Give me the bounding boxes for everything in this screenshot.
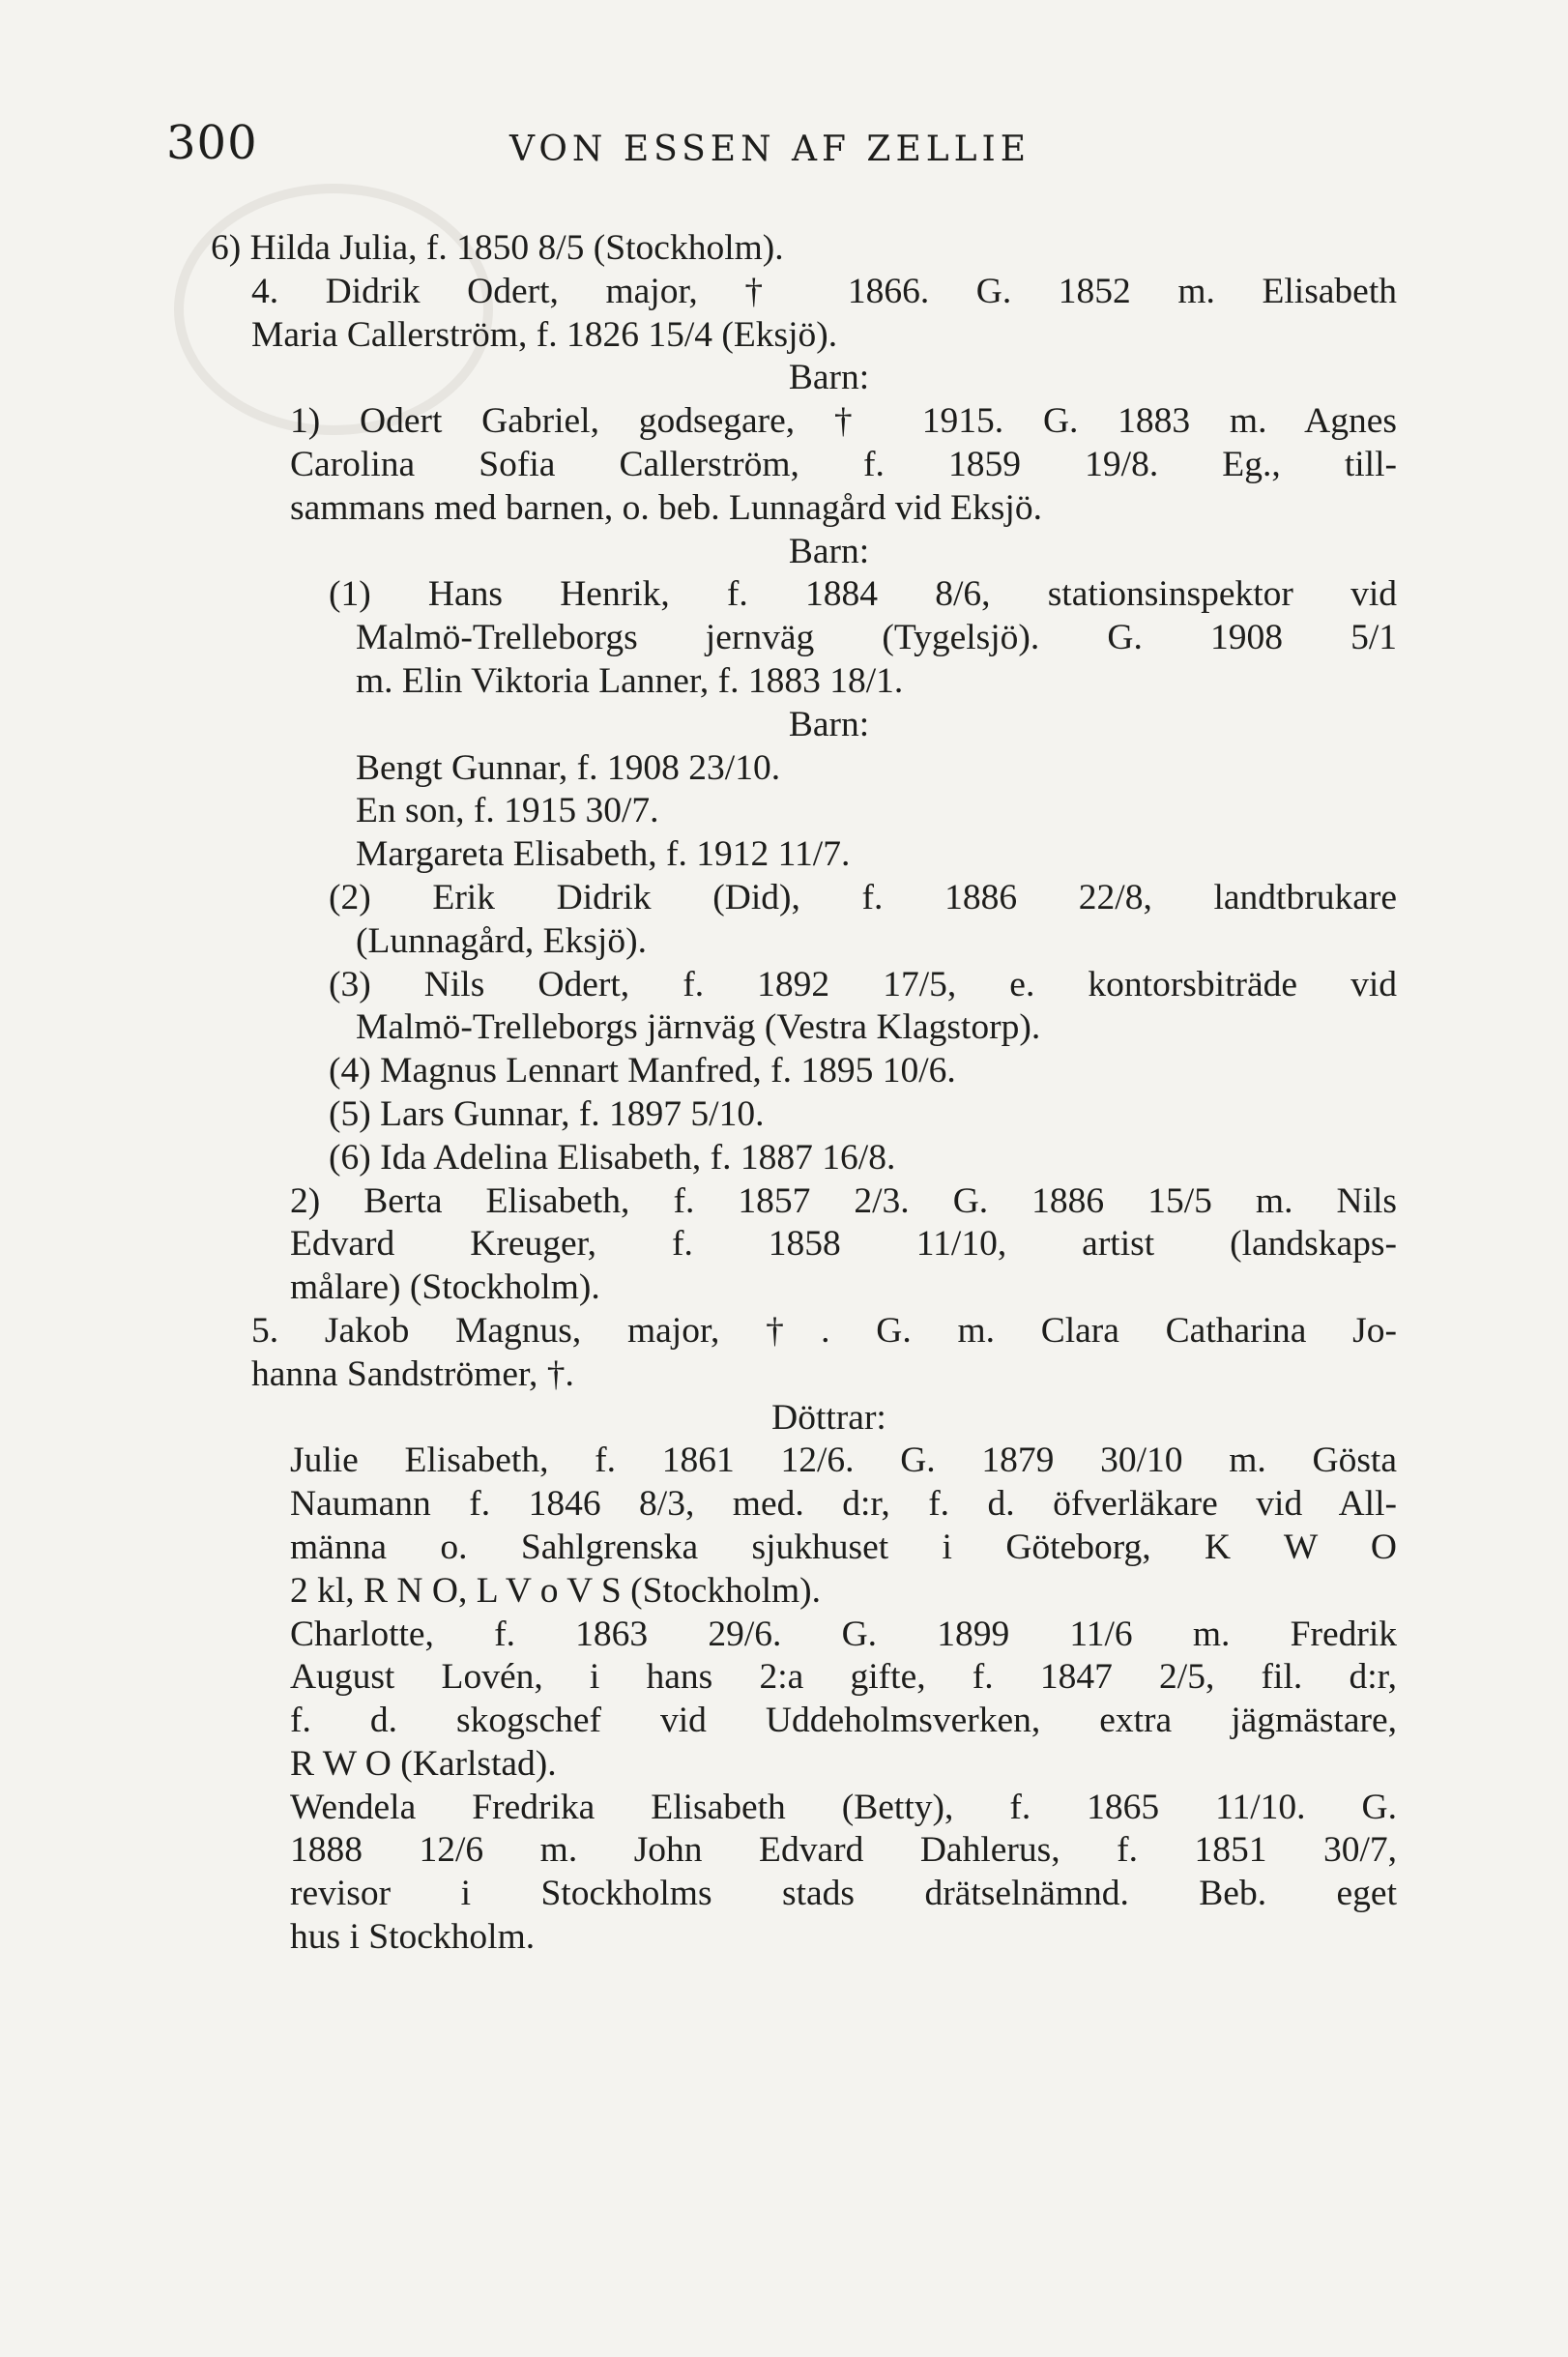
text-line: 5. Jakob Magnus, major, †. G. m. Clara Catharina Jo- <box>251 1310 1397 1351</box>
text-line: Maria Callerström, f. 1826 15/4 (Eksjö). <box>251 314 838 355</box>
text-line: hus i Stockholm. <box>290 1917 536 1958</box>
text-line: Charlotte, f. 1863 29/6. G. 1899 11/6 m. Fredrik <box>290 1614 1397 1654</box>
text-line: m. Elin Viktoria Lanner, f. 1883 18/1. <box>356 660 904 701</box>
text-line: Edvard Kreuger, f. 1858 11/10, artist (landskaps- <box>290 1224 1397 1265</box>
text-line: (5) Lars Gunnar, f. 1897 5/10. <box>329 1093 765 1134</box>
text-line: f. d. skogschef vid Uddeholmsverken, extra jägmästare, <box>290 1701 1397 1741</box>
text-line: (3) Nils Odert, f. 1892 17/5, e. kontorsbiträde vid <box>329 964 1397 1004</box>
text-line: (2) Erik Didrik (Did), f. 1886 22/8, landtbrukare <box>329 877 1397 917</box>
text-line: Malmö-Trelleborgs järnväg (Vestra Klagstorp). <box>356 1007 1041 1048</box>
text-line: Barn: <box>788 358 870 398</box>
page-number: 300 <box>166 116 258 170</box>
text-line: Malmö-Trelleborgs jernväg (Tygelsjö). G. 1908 5/1 <box>356 618 1397 658</box>
text-line: (4) Magnus Lennart Manfred, f. 1895 10/6. <box>329 1051 956 1091</box>
text-line: August Lovén, i hans 2:a gifte, f. 1847 2/5, fil. d:r, <box>290 1657 1397 1698</box>
text-line: Carolina Sofia Callerström, f. 1859 19/8. Eg., till- <box>290 444 1397 484</box>
text-line: (1) Hans Henrik, f. 1884 8/6, stationsinspektor vid <box>329 574 1397 615</box>
text-line: 6) Hilda Julia, f. 1850 8/5 (Stockholm). <box>211 228 784 268</box>
text-line: Julie Elisabeth, f. 1861 12/6. G. 1879 30/10 m. Gösta <box>290 1440 1397 1481</box>
text-line: (6) Ida Adelina Elisabeth, f. 1887 16/8. <box>329 1137 896 1178</box>
text-line: Döttrar: <box>771 1397 886 1438</box>
text-line: 4. Didrik Odert, major, † 1866. G. 1852 m. Elisabeth <box>251 271 1397 311</box>
text-line: 2) Berta Elisabeth, f. 1857 2/3. G. 1886 15/5 m. Nils <box>290 1180 1397 1221</box>
text-line: männa o. Sahlgrenska sjukhuset i Göteborg, K W O <box>290 1527 1397 1567</box>
page-header <box>166 116 1394 174</box>
text-line: hanna Sandströmer, †. <box>251 1353 574 1394</box>
text-line: 1) Odert Gabriel, godsegare, † 1915. G. 1883 m. Agnes <box>290 401 1397 442</box>
text-line: revisor i Stockholms stads drätselnämnd. Beb. eget <box>290 1874 1397 1914</box>
genealogy-text <box>155 227 1397 1960</box>
text-line: Barn: <box>788 704 870 744</box>
text-line: Naumann f. 1846 8/3, med. d:r, f. d. öfverläkare vid All- <box>290 1484 1397 1525</box>
text-line: (Lunnagård, Eksjö). <box>356 920 647 961</box>
text-line: Margareta Elisabeth, f. 1912 11/7. <box>356 834 851 875</box>
text-line: Bengt Gunnar, f. 1908 23/10. <box>356 747 781 788</box>
text-line: 1888 12/6 m. John Edvard Dahlerus, f. 1851 30/7, <box>290 1830 1397 1871</box>
text-line: målare) (Stockholm). <box>290 1267 600 1308</box>
running-head: VON ESSEN AF ZELLIE <box>509 130 1031 169</box>
text-line: Barn: <box>788 531 870 571</box>
text-line: Wendela Fredrika Elisabeth (Betty), f. 1865 11/10. G. <box>290 1787 1397 1827</box>
text-line: 2 kl, R N O, L V o V S (Stockholm). <box>290 1570 822 1611</box>
text-line: En son, f. 1915 30/7. <box>356 791 659 831</box>
text-line: R W O (Karlstad). <box>290 1743 557 1784</box>
text-line: sammans med barnen, o. beb. Lunnagård vid Eksjö. <box>290 487 1042 528</box>
